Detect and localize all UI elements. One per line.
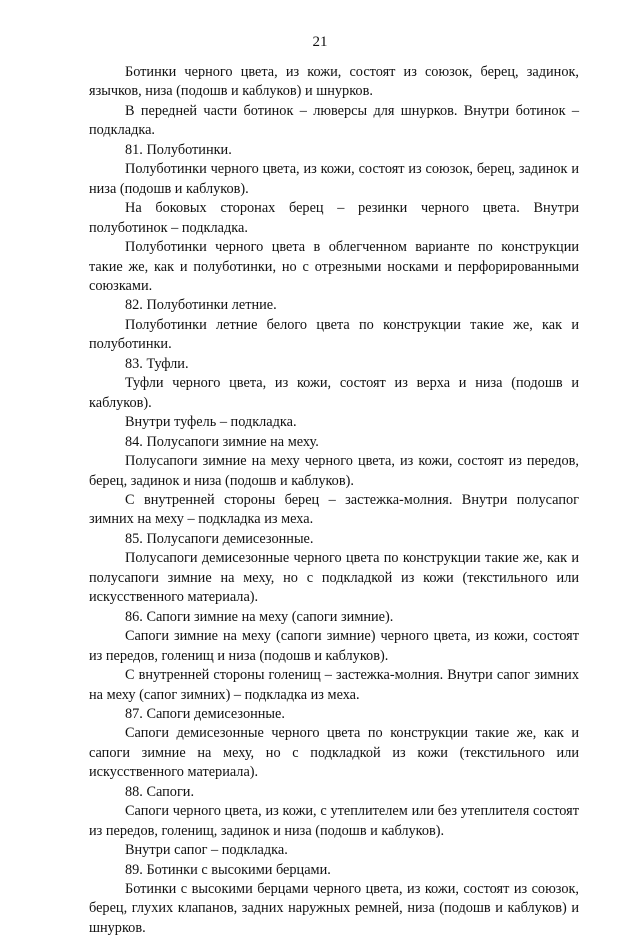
heading-item-83: 83. Туфли. (125, 355, 189, 372)
paragraph-tall-boots: Сапоги черного цвета, из кожи, с утеплителем или без утеплителя состоят из передов, голенищ, задинок и низа (подошв и каблуков). (89, 803, 579, 839)
paragraph-shoes-description: Туфли черного цвета, из кожи, состоят из верха и низа (подошв и каблуков). (89, 375, 579, 411)
paragraph-demiseason-half-boots: Полусапоги демисезонные черного цвета по конструкции такие же, как и полусапоги зимние на меху, но с подкладкой из кожи (текстильного или искусственного материала). (89, 550, 579, 606)
page-number: 21 (312, 34, 328, 50)
heading-item-87: 87. Сапоги демисезонные. (125, 705, 285, 722)
paragraph-low-boots-description: Полуботинки черного цвета, из кожи, состоят из союзок, берец, задинок и низа (подошв и каблуков). (89, 161, 579, 197)
paragraph-winter-tall-boots: Сапоги зимние на меху (сапоги зимние) черного цвета, из кожи, состоят из передов, голенищ и низа (подошв и каблуков). (89, 628, 579, 664)
heading-item-81: 81. Полуботинки. (125, 141, 232, 158)
heading-item-85: 85. Полусапоги демисезонные. (125, 530, 314, 547)
paragraph-high-top-boots: Ботинки с высокими берцами черного цвета, из кожи, состоят из союзок, берец, глухих клапанов, задних наружных ремней, низа (подошв и каблуков) и шнурков. (89, 881, 579, 936)
paragraph-tall-boots-lining: Внутри сапог – подкладка. (125, 842, 288, 859)
paragraph-low-boots-elastic: На боковых сторонах берец – резинки черного цвета. Внутри полуботинок – подкладка. (89, 200, 579, 236)
paragraph-winter-half-boots: Полусапоги зимние на меху черного цвета, из кожи, состоят из передов, берец, задинок и низа (подошв и каблуков). (89, 453, 579, 489)
paragraph-boots-eyelets: В передней части ботинок – люверсы для шнурков. Внутри ботинок – подкладка. (89, 102, 579, 139)
paragraph-shoes-lining: Внутри туфель – подкладка. (125, 414, 297, 431)
heading-item-82: 82. Полуботинки летние. (125, 297, 277, 314)
paragraph-winter-tall-boots-zipper: С внутренней стороны голенищ – застежка-молния. Внутри сапог зимних на меху (сапог зимних) – подкладка из меха. (89, 667, 579, 703)
paragraph-winter-half-boots-zipper: С внутренней стороны берец – застежка-молния. Внутри полусапог зимних на меху – подкладка из меха. (89, 491, 579, 528)
paragraph-boots-description: Ботинки черного цвета, из кожи, состоят из союзок, берец, задинок, язычков, низа (подошв и каблуков) и шнурков. (89, 64, 579, 100)
heading-item-84: 84. Полусапоги зимние на меху. (125, 433, 319, 450)
document-body (89, 63, 579, 938)
heading-item-89: 89. Ботинки с высокими берцами. (125, 861, 331, 878)
paragraph-summer-low-boots: Полуботинки летние белого цвета по конструкции такие же, как и полуботинки. (89, 316, 579, 353)
paragraph-low-boots-light: Полуботинки черного цвета в облегченном варианте по конструкции такие же, как и полуботинки, но с отрезными носками и перфорированными союзками. (89, 239, 579, 294)
heading-item-88: 88. Сапоги. (125, 783, 195, 800)
heading-item-86: 86. Сапоги зимние на меху (сапоги зимние). (125, 608, 394, 625)
paragraph-demiseason-tall-boots: Сапоги демисезонные черного цвета по конструкции такие же, как и сапоги зимние на меху, но с подкладкой из кожи (текстильного или искусственного материала). (89, 725, 579, 781)
